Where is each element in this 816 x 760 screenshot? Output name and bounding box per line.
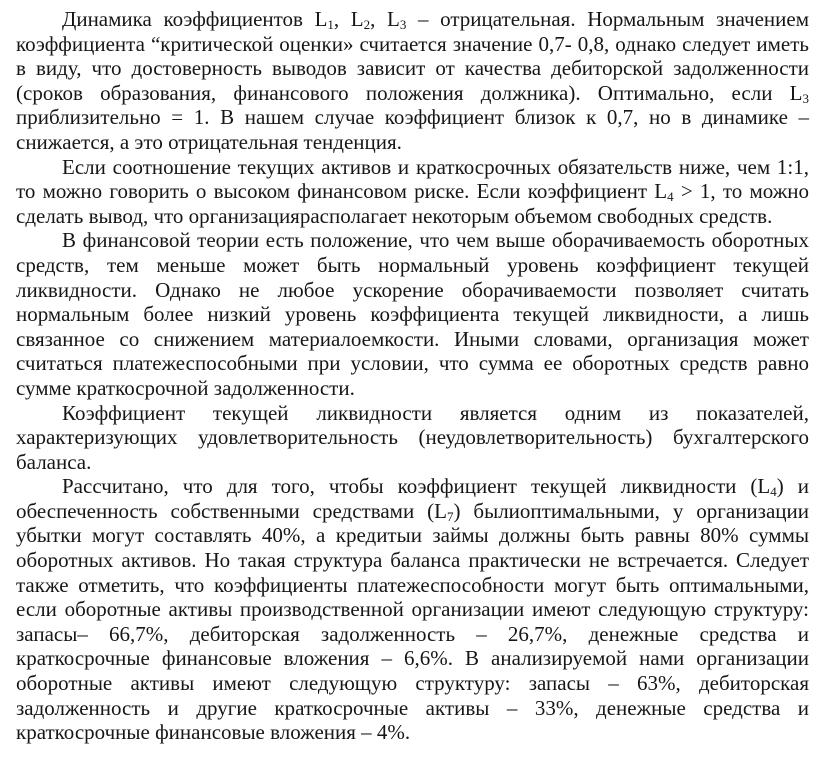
paragraph-2	[16, 155, 809, 229]
paragraph-1-text-5: приблизительно = 1. В нашем случае коэффициент близок к 0,7, но в динамике – снижается, а это отрицательная тенденция.	[16, 105, 809, 154]
paragraph-5-text-2: ) и обеспеченность собственными средствами (L	[16, 474, 809, 523]
paragraph-3-text-1: В финансовой теории есть положение, что чем выше оборачиваемость оборотных средств, тем меньше может быть нормальный уровень коэффициент текущей ликвидности. Однако не любое ускорение оборачиваемости позволяет считать нормальным более низкий уровень коэффициента текущей ликвидности, а лишь связанное со снижением материалоемкости. Иными словами, организация может считаться платежеспособными при условии, что сумма ее оборотных средств равно сумме краткосрочной задолженности.	[16, 228, 809, 400]
subscript-index: 4	[770, 484, 777, 500]
paragraph-1-text-2: , L	[333, 7, 364, 31]
paragraph-5-text-1: Рассчитано, что для того, чтобы коэффициент текущей ликвидности (L	[62, 474, 771, 499]
subscript-index: 7	[446, 508, 454, 524]
subscript-index: 1	[327, 17, 334, 32]
paragraph-1	[16, 7, 809, 155]
subscript-index: 4	[667, 189, 674, 205]
paragraph-3	[16, 228, 809, 400]
paragraph-4	[16, 401, 809, 475]
paragraph-1-text-1: Динамика коэффициентов L	[62, 7, 328, 31]
paragraph-5	[16, 474, 809, 745]
paragraph-2-text-1: Если соотношение текущих активов и краткосрочных обязательств ниже, чем 1:1, то можно говорить о высоком финансовом риске. Если коэффициент L	[16, 154, 809, 204]
paragraph-5-text-3: ) былиоптимальными, у организации убытки могут составлять 40%, а кредитыи займы должны быть равны 80% суммы оборотных активов. Но такая структура баланса практически не встречается. Следует также отметить, что коэффициенты платежеспособности могут быть оптимальными, если оборотные активы производственной организации имеют следующую структуру: запасы– 66,7%, дебиторская задолженность – 26,7%, денежные средства и краткосрочные финансовые вложения – 6,6%. В анализируемой нами организации оборотные активы имеют следующую структуру: запасы – 63%, дебиторская задолженность и другие краткосрочные активы – 33%, денежные средства и краткосрочные финансовые вложения – 4%.	[16, 498, 810, 745]
paragraph-4-text-1: Коэффициент текущей ликвидности является одним из показателей, характеризующих удовлетворительность (неудовлетворительность) бухгалтерского баланса.	[16, 400, 809, 474]
subscript-index: 2	[363, 17, 371, 32]
paragraph-2-text-2: > 1, то можно сделать вывод, что организациярасполагает некоторым объемом свободных средств.	[16, 179, 810, 228]
subscript-index: 3	[802, 90, 809, 106]
paragraph-1-text-3: , L	[370, 7, 400, 31]
subscript-index: 3	[399, 17, 407, 32]
paragraph-1-text-4: – отрицательная. Нормальным значением коэффициента “критической оценки» считается значение 0,7- 0,8, однако следует иметь в виду, что достоверность выводов зависит от качества дебиторской задолженности (сроков образования, финансового положения должника). Оптимально, если L	[16, 7, 810, 105]
